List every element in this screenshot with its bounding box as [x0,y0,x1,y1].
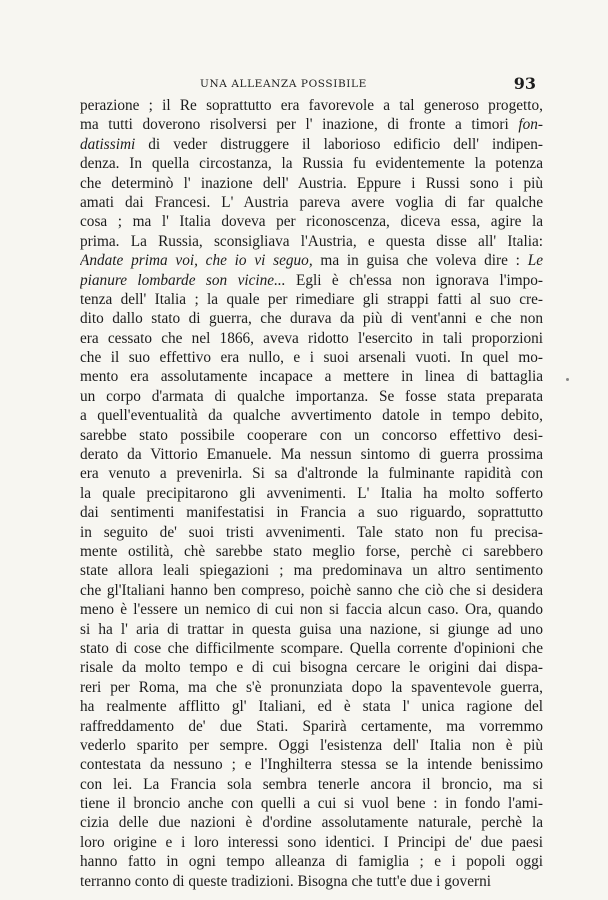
running-title: UNA ALLEANZA POSSIBILE [200,78,367,90]
text-line [80,542,543,561]
text-segment: loro origine e i loro interessi sono identici. I Principi de' due paesi [80,833,543,851]
text-line [80,271,543,290]
text-segment: denza. In quella circostanza, la Russia fu evidentemente la potenza [80,155,543,173]
text-line [80,639,543,658]
text-segment: un corpo d'armata di qualche importanza. Se fosse stata preparata [80,387,543,405]
page-number: 93 [513,74,536,93]
text-line [80,620,543,639]
text-segment: hanno fatto in ogni tempo alleanza di famiglia ; e i popoli oggi [80,853,543,871]
text-segment: di veder distruggere il laborioso edificio dell' indipen- [135,135,543,153]
text-line [80,794,543,813]
text-line [80,174,543,193]
text-segment: mento era assolutamente incapace a mettere in linea di battaglia [80,368,543,386]
text-segment: ma tutti doverono risolversi per l' inazione, di fronte a timori [80,116,519,134]
text-segment: reri per Roma, ma che s'è pronunziata dopo la spaventevole guerra, [80,678,543,696]
text-line [80,406,543,425]
text-line [80,426,543,445]
text-segment: cizia delle due nazioni è d'ordine assolutamente naturale, perchè la [80,814,543,832]
text-line [80,154,543,173]
text-line [80,115,543,134]
text-segment: ha realmente afflitto gl' Italiani, ed è stata l' unica ragione del [80,698,543,716]
text-line [80,309,543,328]
body-text [80,96,543,891]
italic-segment: datissimi [80,135,136,153]
text-segment: terranno conto di queste tradizioni. Bisogna che tutt'e due i governi [80,872,491,890]
text-segment: mente ostilità, chè sarebbe stato meglio forse, perchè ci sarebbero [80,542,543,560]
text-segment: Egli è ch'essa non ignorava l'impo- [285,271,543,289]
text-line [80,581,543,600]
text-line [80,193,543,212]
text-line [80,329,543,348]
text-segment: dito dallo stato di guerra, che durava da più di vent'anni e che non [80,310,543,328]
text-segment: con lei. La Francia sola sembra tenerle ancora il broncio, ma si [80,775,543,793]
text-segment: che il suo effettivo era nullo, e i suoi arsenali vuoti. In quel mo- [80,349,543,367]
text-segment: ma in guisa che voleva dire : [312,252,528,270]
text-segment: tiene il broncio anche con quelli a cui si vuol bene : in fondo l'ami- [80,795,543,813]
text-line [80,697,543,716]
text-segment: cosa ; ma l' Italia doveva per riconoscenza, diceva essa, agire la [80,213,543,231]
text-line [80,96,543,115]
text-line [80,232,543,251]
text-segment: state allora leali spiegazioni ; ma predominava un altro sentimento [80,562,543,580]
text-segment: derato da Vittorio Emanuele. Ma nessun sintomo di guerra prossima [80,446,543,464]
text-line [80,464,543,483]
text-segment: era venuto a prevenirla. Si sa d'altronde la fulminante rapidità con [80,465,543,483]
text-line [80,503,543,522]
text-line [80,484,543,503]
text-line [80,872,543,891]
text-line [80,387,543,406]
text-line [80,600,543,619]
text-segment: prima. La Russia, sconsigliava l'Austria, e questa disse all' Italia: [80,232,543,250]
text-segment: che determinò l' inazione dell' Austria. Eppure i Russi sono i più [80,174,543,192]
text-segment: dai sentimenti manifestatisi in Francia a suo riguardo, soprattutto [80,504,543,522]
text-line [80,833,543,852]
text-line [80,367,543,386]
text-line [80,736,543,755]
italic-segment: fon- [518,116,543,134]
text-segment: era cessato che nel 1866, aveva ridotto l'esercito in tali proporzioni [80,329,543,347]
text-line [80,717,543,736]
text-line [80,775,543,794]
italic-segment: Le [527,252,543,270]
text-segment: si ha l' aria di trattar in questa guisa una nazione, si giunge ad uno [80,620,543,638]
text-line [80,212,543,231]
text-segment: contestata da nessuno ; e l'Inghilterra stessa se la intende benissimo [80,756,543,774]
text-segment: sarebbe stato possibile cooperare con un concorso effettivo desi- [80,426,543,444]
text-line [80,813,543,832]
text-line [80,523,543,542]
text-segment: in seguito de' suoi tristi avvenimenti. Tale stato non fu precisa- [80,523,543,541]
text-line [80,445,543,464]
text-line [80,290,543,309]
text-segment: che gl'Italiani hanno ben compreso, poichè sanno che ciò che si desidera [80,581,543,599]
text-line [80,678,543,697]
text-segment: risale da molto tempo e di cui bisogna cercare le origini dai dispa- [80,659,543,677]
text-segment: perazione ; il Re soprattutto era favorevole a tal generoso progetto, [80,97,543,114]
text-segment: vederlo sparito per sempre. Oggi l'esistenza dell' Italia non è più [80,736,543,754]
text-segment: a quell'eventualità da qualche avvertimento datole in tempo debito, [80,407,543,425]
italic-segment: pianure lombarde son vicine... [80,271,286,289]
text-segment: tenza dell' Italia ; la quale per rimediare gli strappi fatti al suo cre- [80,290,543,308]
text-line [80,852,543,871]
text-line [80,251,543,270]
text-segment: raffreddamento de' due Stati. Sparirà certamente, ma vorremmo [80,717,543,735]
text-segment: stato di cose che difficilmente scompare. Quella corrente d'opinioni che [80,639,543,657]
page-header [80,74,542,94]
text-line [80,658,543,677]
paper-speck [566,378,569,381]
text-segment: meno è l'essere un nemico di cui non si faccia alcun caso. Ora, quando [80,601,543,619]
text-segment: amati dai Francesi. L' Austria pareva avere voglia di far qualche [80,193,543,211]
text-segment: la quale precipitarono gli avvenimenti. L' Italia ha molto sofferto [80,484,543,502]
text-line [80,348,543,367]
text-line [80,135,543,154]
text-line [80,755,543,774]
text-line [80,561,543,580]
italic-segment: Andate prima voi, che io vi seguo, [80,252,313,270]
